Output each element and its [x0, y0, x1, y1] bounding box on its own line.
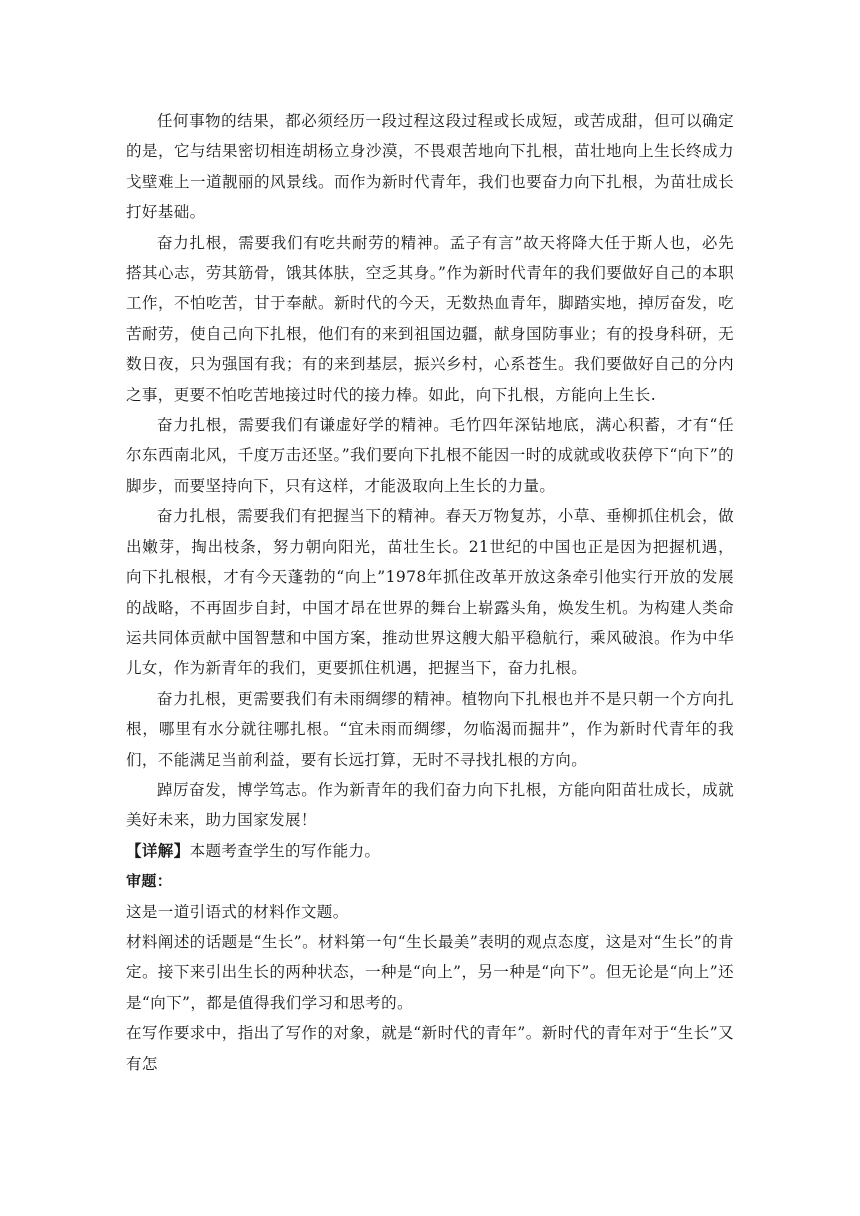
review-heading: 审题： [126, 872, 173, 891]
review-line-1: 这是一道引语式的材料作文题。 [126, 902, 349, 921]
essay-paragraph-1: 任何事物的结果，都必须经历一段过程这段过程或长成短，或苦成甜，但可以确定的是，它与结果密切相连胡杨立身沙漠，不畏艰苦地向下扎根，苗壮地向上生长终成力戈壁难上一道靓丽的风景线。而作为新时代青年，我们也要奋力向下扎根，为苗壮成长打好基础。 [126, 112, 734, 222]
essay-paragraph-5: 奋力扎根，更需要我们有未雨绸缪的精神。植物向下扎根也并不是只朝一个方向扎根，哪里有水分就往哪扎根。“宜未雨而绸缪，勿临渴而掘井”，作为新时代青年的我们，不能满足当前利益，要有长远打算，无时不寻找扎根的方向。 [126, 689, 734, 769]
review-line-3: 在写作要求中，指出了写作的对象，就是“新时代的青年”。新时代的青年对于“生长”又有怎 [126, 1024, 734, 1073]
review-line-2: 材料阐述的话题是“生长”。材料第一句“生长最美”表明的观点态度，这是对“生长”的肯定。接下来引出生长的两种状态，一种是“向上”，另一种是“向下”。但无论是“向上”还是“向下”，都是值得我们学习和思考的。 [126, 932, 734, 1012]
document-body [126, 106, 734, 1079]
detail-text: 本题考查学生的写作能力。 [189, 841, 381, 860]
essay-paragraph-6: 踔厉奋发，博学笃志。作为新青年的我们奋力向下扎根，方能向阳苗壮成长，成就美好未来，助力国家发展！ [126, 780, 734, 830]
essay-paragraph-3: 奋力扎根，需要我们有谦虚好学的精神。毛竹四年深钻地底，满心积蓄，才有“任尔东西南北风，千度万击还坚。”我们要向下扎根不能因一时的成就或收获停下“向下”的脚步，而要坚持向下，只有这样，才能汲取向上生长的力量。 [126, 416, 734, 495]
detail-tag: 【详解】 [126, 841, 190, 860]
detail-line [126, 836, 734, 866]
essay-paragraph-4: 奋力扎根，需要我们有把握当下的精神。春天万物复苏，小草、垂柳抓住机会，做出嫩芽，掏出枝条，努力朝向阳光，苗壮生长。21世纪的中国也正是因为把握机遇，向下扎根根，才有今天蓬勃的“向上”1978年抓住改革开放这条牵引他实行开放的发展的战略，不再固步自封，中国才昂在世界的舞台上崭露头角，焕发生机。为构建人类命运共同体贡献中国智慧和中国方案，推动世界这艘大船平稳航行，乘风破浪。作为中华儿女，作为新青年的我们，更要抓住机遇，把握当下，奋力扎根。 [126, 507, 734, 678]
essay-paragraph-2: 奋力扎根，需要我们有吃共耐劳的精神。孟子有言”故天将降大任于斯人也，必先搭其心志，劳其筋骨，饿其体肤，空乏其身。”作为新时代青年的我们要做好自己的本职工作，不怕吃苦，甘于奉献。新时代的今天，无数热血青年，脚踏实地，掉厉奋发，吃苦耐劳，使自己向下扎根，他们有的来到祖国边疆，献身国防事业；有的投身科研，无数日夜，只为强国有我；有的来到基层，振兴乡村，心系苍生。我们要做好自己的分内之事，更要不怕吃苦地接过时代的接力棒。如此，向下扎根，方能向上生长. [126, 233, 734, 404]
